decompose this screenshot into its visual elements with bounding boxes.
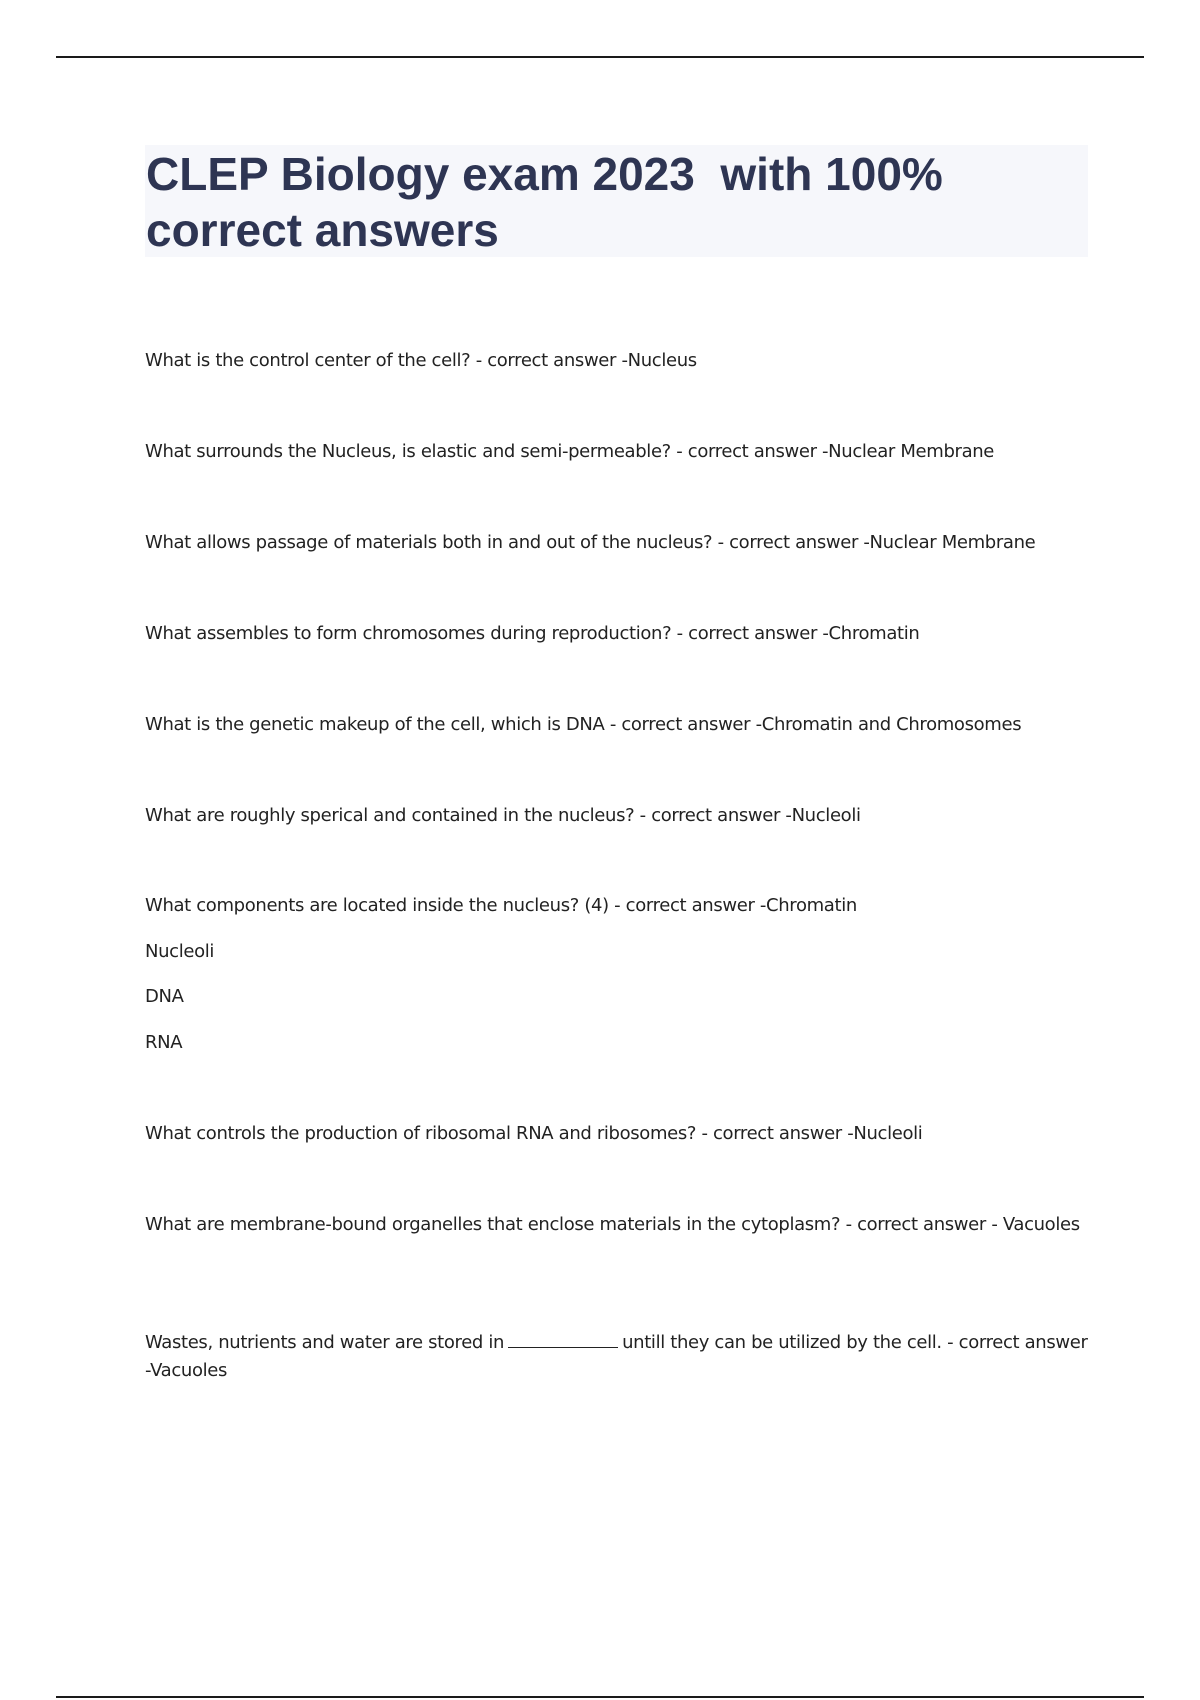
bottom-rule xyxy=(56,1696,1144,1698)
document-title: CLEP Biology exam 2023 with 100% correct answers xyxy=(146,148,943,256)
qa-item-7: What components are located inside the nucleus? (4) - correct answer -Chromatin xyxy=(145,895,857,916)
qa-item-6: What are roughly sperical and contained in the nucleus? - correct answer -Nucleoli xyxy=(145,805,861,826)
qa-item-4: What assembles to form chromosomes during reproduction? - correct answer -Chromatin xyxy=(145,623,920,644)
qa-item-3: What allows passage of materials both in and out of the nucleus? - correct answer -Nuclear Membrane xyxy=(145,532,1036,553)
qa-item-10 xyxy=(145,1329,1095,1385)
qa-item-8: What controls the production of ribosomal RNA and ribosomes? - correct answer -Nucleoli xyxy=(145,1123,923,1144)
answer-list-item-nucleoli: Nucleoli xyxy=(145,941,215,962)
qa-item-2: What surrounds the Nucleus, is elastic and semi-permeable? - correct answer -Nuclear Membrane xyxy=(145,441,995,462)
answer-list-item-rna: RNA xyxy=(145,1032,183,1053)
top-rule xyxy=(56,56,1144,58)
qa-item-10-after-blank: untill they can be utilized by the cell. - correct answer -Vacuoles xyxy=(145,1332,1088,1381)
qa-item-10-before-blank: Wastes, nutrients and water are stored in xyxy=(145,1332,505,1353)
qa-item-1: What is the control center of the cell? - correct answer -Nucleus xyxy=(145,350,697,371)
fill-in-blank xyxy=(508,1329,618,1348)
qa-item-9: What are membrane-bound organelles that enclose materials in the cytoplasm? - correct answer - Vacuoles xyxy=(145,1214,1080,1235)
qa-item-5: What is the genetic makeup of the cell, which is DNA - correct answer -Chromatin and Chromosomes xyxy=(145,714,1022,735)
answer-list-item-dna: DNA xyxy=(145,986,184,1007)
